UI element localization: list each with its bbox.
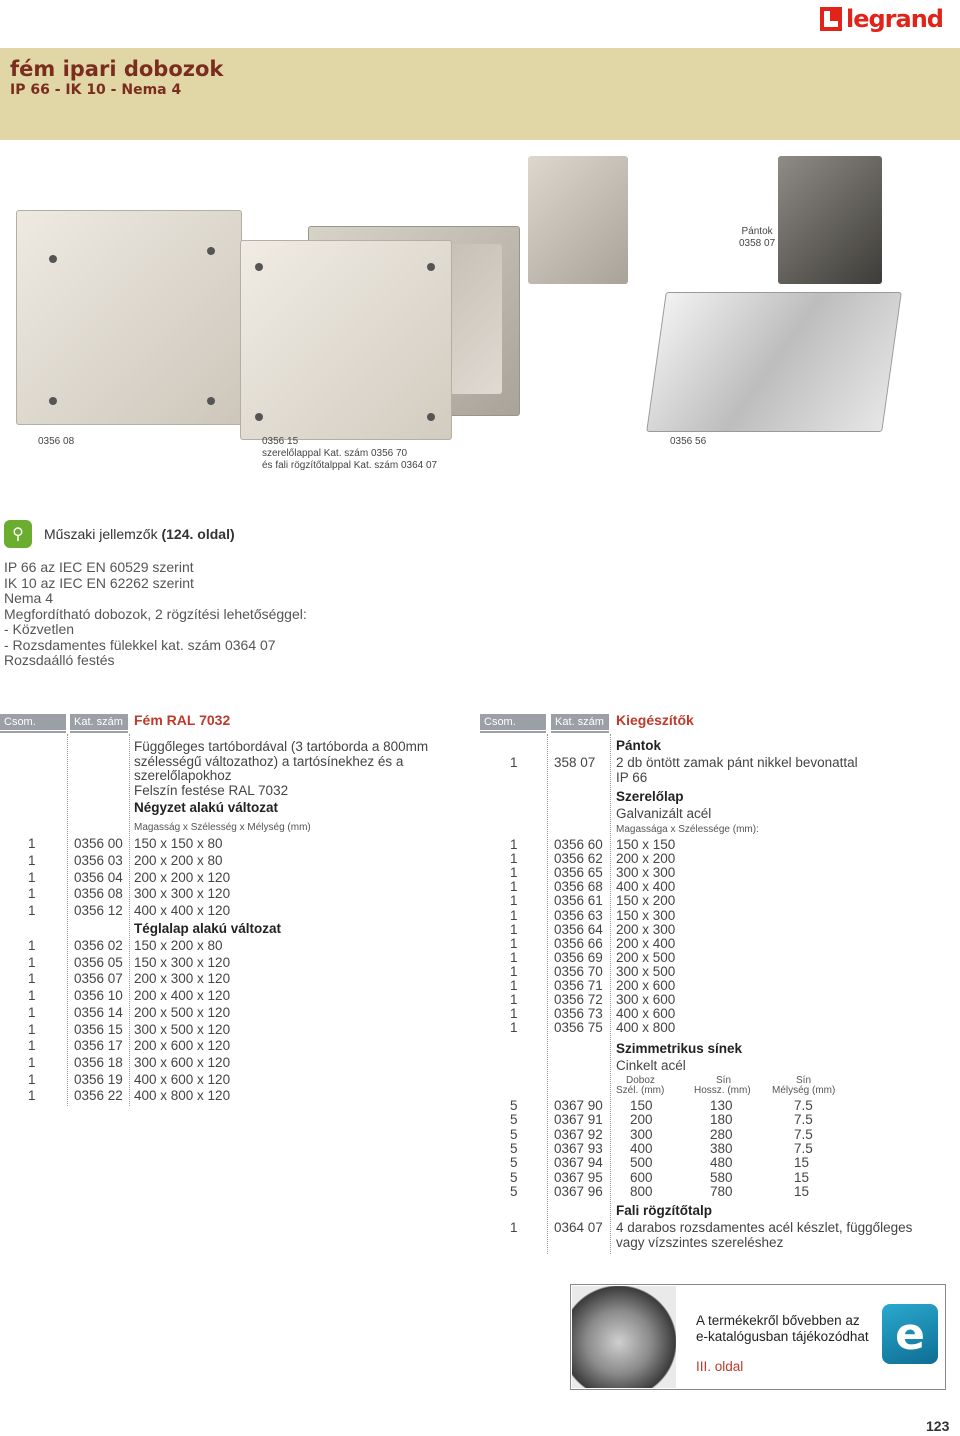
caption-035615-line1: 0356 15 [262,436,299,447]
qty-cell: 1 [510,978,518,993]
column-divider [547,734,548,1254]
left-table-title: Fém RAL 7032 [134,712,231,728]
brand-name: legrand [846,5,943,33]
pantok-title: Pántok [616,738,662,753]
dims-cell: 300 x 300 x 120 [134,886,231,902]
rail-length-cell: 280 [710,1126,733,1142]
dims-cell: 200 x 200 [616,851,676,867]
dims-cell: 150 x 300 x 120 [134,954,231,970]
ref-cell: 0356 14 [74,1004,123,1020]
rail-depth-cell: 15 [794,1183,810,1199]
page-number: 123 [926,1418,950,1434]
legrand-logo [820,4,944,34]
dims-cell: 300 x 600 [616,992,676,1008]
spec-line: IP 66 az IEC EN 60529 szerint [4,559,194,575]
left-col-header-kat: Kat. szám [70,714,128,730]
qty-cell: 1 [28,852,36,868]
column-divider [610,734,611,1254]
pantok-desc2: IP 66 [616,770,648,785]
dims-cell: 200 x 300 x 120 [134,971,231,987]
rail-depth-cell: 7.5 [794,1112,813,1128]
qty-cell: 1 [510,1006,518,1022]
rail-length-cell: 380 [710,1140,733,1156]
ecatalog-line1: A termékekről bővebben az [696,1313,860,1328]
box-width-cell: 500 [630,1155,653,1171]
spec-line: Megfordítható dobozok, 2 rögzítési lehetőséggel: [4,605,307,622]
square-variant-title: Négyzet alakú változat [134,800,279,815]
szerelolap-title: Szerelőlap [616,789,684,804]
hinge-photo-1 [528,156,628,284]
hinge-photo-2 [778,156,882,284]
ref-cell: 0367 90 [554,1098,603,1113]
divider [0,731,66,733]
spec-list [4,560,307,669]
qty-cell: 1 [510,935,518,951]
rect-variant-title: Téglalap alakú változat [134,921,282,936]
right-table-title: Kiegészítők [616,712,694,728]
ref-cell: 0356 18 [74,1054,123,1070]
screw-icon [255,263,263,271]
fali-qty: 1 [510,1220,518,1235]
dims-cell: 150 x 150 [616,837,676,852]
ref-cell: 0356 69 [554,949,603,965]
ref-cell: 0356 07 [74,971,123,987]
ref-cell: 0356 65 [554,865,603,881]
ref-cell: 0356 22 [74,1088,123,1104]
spec-line: Nema 4 [4,590,54,606]
qty-cell: 1 [510,921,518,937]
rail-depth-cell: 15 [794,1155,810,1171]
ecatalog-text [696,1313,869,1344]
desc-line: szélességű változathoz) a tartósínekhez és a [134,753,404,769]
screw-icon [255,413,263,421]
screw-icon [207,247,215,255]
qty-cell: 1 [28,1088,36,1104]
screw-icon [49,255,57,263]
qty-cell: 5 [510,1112,518,1128]
dims-cell: 150 x 150 x 80 [134,836,223,851]
ref-cell: 0356 10 [74,988,123,1004]
dims-cell: 400 x 800 x 120 [134,1088,231,1104]
ref-cell: 0356 12 [74,903,123,919]
qty-cell: 1 [510,949,518,965]
ref-cell: 0356 08 [74,886,123,902]
qty-cell: 1 [28,1038,36,1054]
caption-035615-line2: szerelőlappal Kat. szám 0356 70 [262,448,408,459]
ref-cell: 0356 03 [74,852,123,868]
ref-cell: 0356 70 [554,963,603,979]
right-col-header-kat: Kat. szám [551,714,609,730]
caption-pantok [739,226,775,250]
ref-cell: 0356 66 [554,935,603,951]
ref-cell: 0356 04 [74,869,123,885]
dims-cell: 300 x 300 [616,865,676,881]
dims-cell: 400 x 400 x 120 [134,903,231,919]
ecatalog-line2: e-katalógusban tájékozódhat [696,1328,869,1344]
szerelolap-dims-label: Magassága x Szélessége (mm): [616,824,759,835]
fali-desc1: 4 darabos rozsdamentes acél készlet, függőleges [616,1220,913,1235]
dims-cell: 300 x 500 [616,963,676,979]
box-width-cell: 800 [630,1183,653,1199]
qty-cell: 1 [28,1054,36,1070]
screw-icon [427,413,435,421]
ref-cell: 0356 02 [74,938,123,953]
qty-cell: 1 [28,1021,36,1037]
rail-length-cell: 130 [710,1098,733,1113]
rail-depth-cell: 15 [794,1169,810,1185]
sinek-header-1b: Szél. (mm) [616,1085,665,1096]
qty-cell: 5 [510,1126,518,1142]
mouse-photo [572,1286,676,1388]
dims-cell: 400 x 600 x 120 [134,1071,231,1087]
dims-cell: 200 x 600 x 120 [134,1038,231,1054]
fali-ref: 0364 07 [554,1220,603,1235]
qty-cell: 1 [28,938,36,953]
rail-length-cell: 180 [710,1112,733,1128]
ref-cell: 0356 64 [554,921,603,937]
sinek-header-2a: Sín [716,1075,732,1086]
qty-cell: 1 [510,893,518,909]
legrand-mark-icon [820,7,842,31]
pantok-qty: 1 [510,755,518,770]
column-divider [129,734,130,1106]
desc-line: Felszín festése RAL 7032 [134,782,289,798]
technical-data-link[interactable] [44,526,235,542]
sinek-title: Szimmetrikus sínek [616,1041,743,1056]
fali-title: Fali rögzítőtalp [616,1203,712,1218]
qty-cell: 5 [510,1169,518,1185]
ref-cell: 0356 71 [554,978,603,993]
ref-cell: 0356 60 [554,837,603,852]
box-width-cell: 300 [630,1126,653,1142]
divider [480,731,546,733]
ref-cell: 0356 75 [554,1020,603,1036]
ref-cell: 0367 92 [554,1126,603,1142]
divider [70,731,128,733]
pantok-ref: 358 07 [554,755,596,770]
qty-cell: 1 [28,988,36,1004]
rail-length-cell: 480 [710,1155,733,1171]
right-col-header-csom: Csom. [480,714,546,730]
ref-cell: 0356 72 [554,992,603,1008]
qty-cell: 1 [28,1071,36,1087]
dims-cell: 150 x 200 [616,893,676,909]
left-col-header-csom: Csom. [0,714,66,730]
divider [551,731,609,733]
ecatalog-page-link[interactable]: III. oldal [696,1359,744,1374]
technical-data-link-text: Műszaki jellemzők [44,526,158,542]
ref-cell: 0356 61 [554,893,603,909]
sinek-material: Cinkelt acél [616,1058,686,1073]
dims-cell: 400 x 600 [616,1006,676,1022]
qty-cell: 1 [28,1004,36,1020]
enclosure-lid-photo [240,240,452,440]
left-table-description [134,740,428,798]
szerelolap-material: Galvanizált acél [616,806,712,821]
caption-pantok-line1: Pántok [741,226,773,237]
dims-cell: 400 x 800 [616,1020,676,1036]
qty-cell: 1 [510,963,518,979]
box-width-cell: 400 [630,1140,653,1156]
ref-cell: 0367 93 [554,1140,603,1156]
rail-depth-cell: 7.5 [794,1140,813,1156]
column-divider [67,734,68,1106]
caption-pantok-line2: 0358 07 [739,238,776,249]
qty-cell: 1 [510,837,518,852]
fali-desc2: vagy vízszintes szereléshez [616,1235,784,1250]
caption-035615 [262,436,437,472]
enclosure-photo-035608 [16,210,242,425]
dims-cell: 300 x 500 x 120 [134,1021,231,1037]
desc-line: Függőleges tartóbordával (3 tartóborda a 800mm [134,739,429,754]
qty-cell: 1 [510,879,518,895]
sinek-header-3b: Mélység (mm) [772,1085,836,1096]
rail-length-cell: 780 [710,1183,733,1199]
ref-cell: 0356 73 [554,1006,603,1022]
dims-cell: 200 x 200 x 120 [134,869,231,885]
qty-cell: 1 [28,869,36,885]
qty-cell: 1 [510,851,518,867]
qty-cell: 5 [510,1155,518,1171]
screw-icon [207,397,215,405]
ref-cell: 0367 91 [554,1112,603,1128]
sinek-header-2b: Hossz. (mm) [694,1085,751,1096]
ref-cell: 0356 00 [74,836,123,851]
ref-cell: 0356 19 [74,1071,123,1087]
qty-cell: 1 [510,907,518,923]
ref-cell: 0356 17 [74,1038,123,1054]
rail-depth-cell: 7.5 [794,1126,813,1142]
qty-cell: 1 [510,865,518,881]
dims-cell: 200 x 500 [616,949,676,965]
ref-cell: 0356 62 [554,851,603,867]
spec-line: IK 10 az IEC EN 62262 szerint [4,574,194,591]
spec-line: - Rozsdamentes fülekkel kat. szám 0364 07 [4,636,276,653]
caption-035615-line3: és fali rögzítőtalppal Kat. szám 0364 07 [262,460,438,471]
page-subtitle: IP 66 - IK 10 - Nema 4 [10,82,182,98]
desc-line: szerelőlapokhoz [134,768,232,783]
qty-cell: 1 [28,954,36,970]
dims-cell: 200 x 400 [616,935,676,951]
ref-cell: 0367 96 [554,1183,603,1199]
dims-cell: 200 x 600 [616,978,676,993]
qty-cell: 1 [28,971,36,987]
box-width-cell: 600 [630,1169,653,1185]
spec-line: Rozsdaálló festés [4,652,115,668]
qty-cell: 1 [28,836,36,851]
caption-035656: 0356 56 [670,436,707,447]
qty-cell: 5 [510,1098,518,1113]
box-width-cell: 200 [630,1112,653,1128]
ref-cell: 0356 63 [554,907,603,923]
dims-cell: 300 x 600 x 120 [134,1054,231,1070]
dims-cell: 150 x 200 x 80 [134,938,223,953]
sinek-header-1a: Doboz [626,1075,655,1086]
qty-cell: 1 [510,1020,518,1036]
ecatalog-icon[interactable]: e [882,1304,938,1364]
rail-depth-cell: 7.5 [794,1098,813,1113]
technical-data-icon[interactable]: ⚲ [4,520,32,548]
rail-length-cell: 580 [710,1169,733,1185]
dims-cell: 400 x 400 [616,879,676,895]
sinek-header-3a: Sín [796,1075,812,1086]
ref-cell: 0356 15 [74,1021,123,1037]
ref-cell: 0367 95 [554,1169,603,1185]
dims-cell: 200 x 300 [616,921,676,937]
qty-cell: 1 [28,886,36,902]
spec-line: - Közvetlen [4,621,75,637]
qty-cell: 1 [510,992,518,1008]
qty-cell: 5 [510,1140,518,1156]
enclosure-photo-035656 [646,292,902,432]
qty-cell: 1 [28,903,36,919]
screw-icon [49,397,57,405]
pantok-desc1: 2 db öntött zamak pánt nikkel bevonattal [616,755,858,770]
ref-cell: 0356 68 [554,879,603,895]
qty-cell: 5 [510,1183,518,1199]
box-width-cell: 150 [630,1098,653,1113]
caption-035608: 0356 08 [38,436,75,447]
technical-data-link-ref: (124. oldal) [161,526,235,542]
ref-cell: 0356 05 [74,954,123,970]
dims-cell: 200 x 200 x 80 [134,852,223,868]
ref-cell: 0367 94 [554,1155,603,1171]
dims-cell: 150 x 300 [616,907,676,923]
dims-cell: 200 x 400 x 120 [134,988,231,1004]
dims-label: Magasság x Szélesség x Mélység (mm) [134,822,311,833]
dims-cell: 200 x 500 x 120 [134,1004,231,1020]
page-title: fém ipari dobozok [10,57,224,81]
screw-icon [427,263,435,271]
